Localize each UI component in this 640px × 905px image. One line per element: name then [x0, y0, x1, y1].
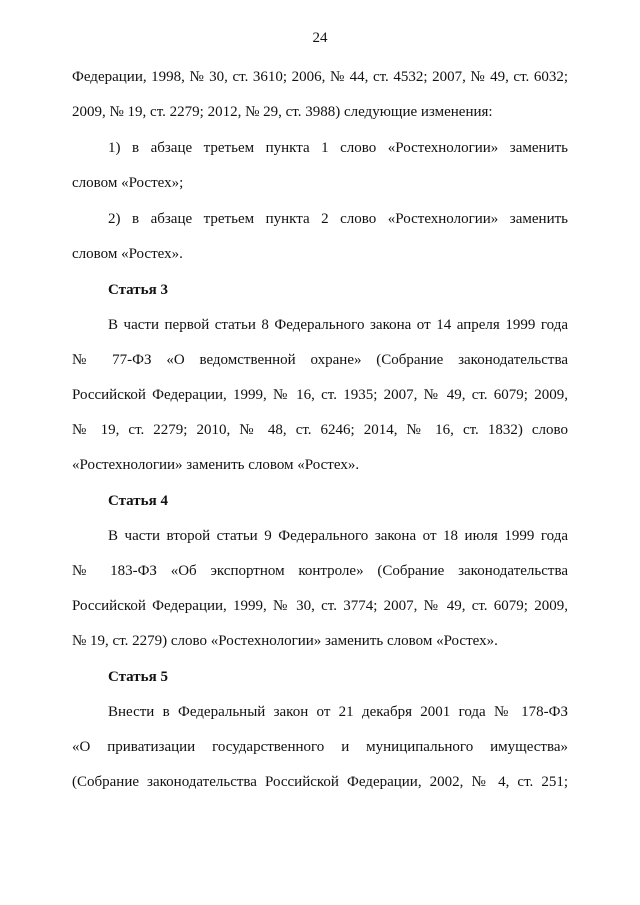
text-line: № 19, ст. 2279; 2010, № 48, ст. 6246; 2014, № 16, ст. 1832) слово	[72, 422, 568, 438]
article-heading: Статья 4	[108, 493, 168, 509]
list-item-line: словом «Ростех».	[72, 246, 183, 262]
text-line: (Собрание законодательства Российской Федерации, 2002, № 4, ст. 251;	[72, 774, 568, 790]
page-number: 24	[312, 30, 328, 46]
list-item-line: 1) в абзаце третьем пункта 1 слово «Ростехнологии» заменить	[108, 140, 568, 156]
text-line: В части второй статьи 9 Федерального закона от 18 июля 1999 года	[108, 528, 568, 544]
text-line: Российской Федерации, 1999, № 30, ст. 3774; 2007, № 49, ст. 6079; 2009,	[72, 598, 568, 614]
text-line: Внести в Федеральный закон от 21 декабря 2001 года № 178-ФЗ	[108, 704, 568, 720]
text-line: Российской Федерации, 1999, № 16, ст. 1935; 2007, № 49, ст. 6079; 2009,	[72, 387, 568, 403]
text-line: № 19, ст. 2279) слово «Ростехнологии» заменить словом «Ростех».	[72, 633, 498, 649]
list-item-line: словом «Ростех»;	[72, 175, 184, 191]
text-line: Федерации, 1998, № 30, ст. 3610; 2006, № 44, ст. 4532; 2007, № 49, ст. 6032;	[72, 69, 568, 85]
text-line: В части первой статьи 8 Федерального закона от 14 апреля 1999 года	[108, 317, 568, 333]
text-line: «Ростехнологии» заменить словом «Ростех».	[72, 457, 360, 473]
text-line: № 77-ФЗ «О ведомственной охране» (Собрание законодательства	[72, 352, 568, 368]
text-line: 2009, № 19, ст. 2279; 2012, № 29, ст. 3988) следующие изменения:	[72, 104, 493, 120]
text-line: «О приватизации государственного и муниципального имущества»	[72, 739, 568, 755]
article-heading: Статья 3	[108, 282, 168, 298]
article-heading: Статья 5	[108, 669, 168, 685]
text-line: № 183-ФЗ «Об экспортном контроле» (Собрание законодательства	[72, 563, 568, 579]
list-item-line: 2) в абзаце третьем пункта 2 слово «Ростехнологии» заменить	[108, 211, 568, 227]
